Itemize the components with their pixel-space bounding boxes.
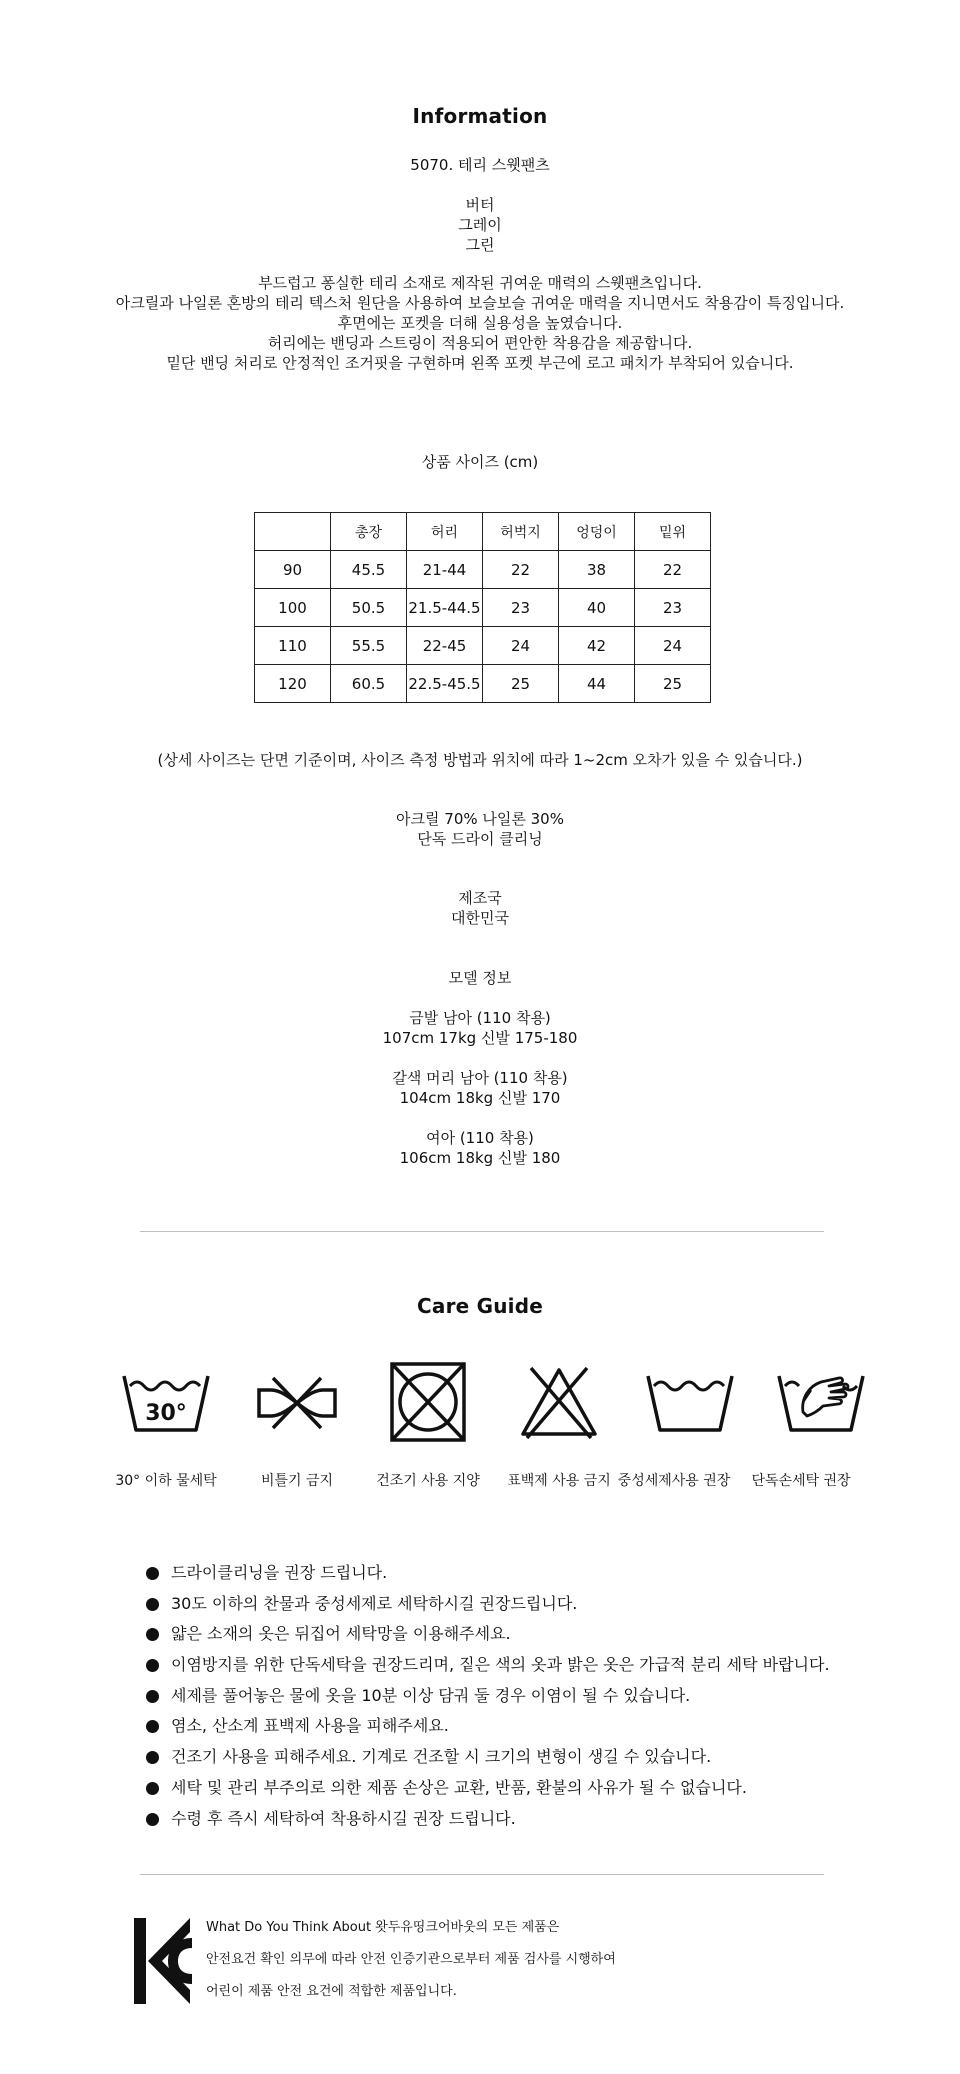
model-detail: 107cm 17kg 신발 175-180 xyxy=(382,1029,578,1047)
care-guide-title: Care Guide xyxy=(417,1294,543,1318)
table-cell: 120 xyxy=(255,665,331,703)
table-cell: 22-45 xyxy=(407,627,483,665)
list-item: 드라이클리닝을 권장 드립니다. xyxy=(146,1558,866,1589)
table-cell: 100 xyxy=(255,589,331,627)
table-cell: 44 xyxy=(559,665,635,703)
header-cell: 엉덩이 xyxy=(559,513,635,551)
material-composition: 아크릴 70% 나일론 30% xyxy=(396,810,564,828)
table-cell: 60.5 xyxy=(331,665,407,703)
divider xyxy=(140,1231,824,1232)
hand-wash-icon xyxy=(761,1368,881,1438)
size-table-header-row xyxy=(255,513,711,551)
color-option: 그린 xyxy=(465,236,495,254)
no-tumble-dry-icon xyxy=(368,1368,488,1446)
header-cell: 허리 xyxy=(407,513,483,551)
care-label: 비틀기 금지 xyxy=(260,1473,334,1489)
origin-label: 제조국 xyxy=(458,889,502,907)
table-row xyxy=(255,627,711,665)
table-cell: 50.5 xyxy=(331,589,407,627)
header-cell: 밑위 xyxy=(635,513,711,551)
model-name: 금발 남아 (110 착용) xyxy=(409,1009,551,1027)
color-option: 그레이 xyxy=(458,216,502,234)
no-bleach-icon xyxy=(499,1368,619,1442)
product-name: 5070. 테리 스웻팬츠 xyxy=(410,156,550,174)
table-cell: 21.5-44.5 xyxy=(407,589,483,627)
care-label: 중성세제사용 권장 xyxy=(617,1473,731,1489)
table-cell: 55.5 xyxy=(331,627,407,665)
list-item: 30도 이하의 찬물과 중성세제로 세탁하시길 권장드립니다. xyxy=(146,1589,866,1620)
care-instructions-list xyxy=(146,1558,866,1834)
table-row xyxy=(255,589,711,627)
description-line: 부드럽고 퐁실한 테리 소재로 제작된 귀여운 매력의 스웻팬츠입니다. xyxy=(258,274,702,292)
table-cell: 25 xyxy=(483,665,559,703)
table-cell: 24 xyxy=(635,627,711,665)
kc-text-line: 안전요건 확인 의무에 따라 안전 인증기관으로부터 제품 검사를 시행하여 xyxy=(206,1952,616,1967)
table-cell: 42 xyxy=(559,627,635,665)
origin-value: 대한민국 xyxy=(451,909,509,927)
description-line: 허리에는 밴딩과 스트링이 적용되어 편안한 착용감을 제공합니다. xyxy=(267,334,693,352)
table-cell: 90 xyxy=(255,551,331,589)
size-title: 상품 사이즈 (cm) xyxy=(421,453,539,471)
table-cell: 24 xyxy=(483,627,559,665)
care-label: 건조기 사용 지양 xyxy=(376,1473,480,1489)
table-cell: 23 xyxy=(635,589,711,627)
table-cell: 45.5 xyxy=(331,551,407,589)
care-label: 30° 이하 물세탁 xyxy=(115,1473,217,1489)
list-item: 얇은 소재의 옷은 뒤집어 세탁망을 이용해주세요. xyxy=(146,1619,866,1650)
table-cell: 22.5-45.5 xyxy=(407,665,483,703)
cleaning-instruction: 단독 드라이 클리닝 xyxy=(417,830,543,848)
table-cell: 38 xyxy=(559,551,635,589)
description-line: 후면에는 포켓을 더해 실용성을 높였습니다. xyxy=(337,314,623,332)
model-detail: 104cm 18kg 신발 170 xyxy=(399,1089,561,1107)
table-cell: 40 xyxy=(559,589,635,627)
kc-text-line: 어린이 제품 안전 요건에 적합한 제품입니다. xyxy=(206,1984,457,1999)
header-cell: 허벅지 xyxy=(483,513,559,551)
size-note: (상세 사이즈는 단면 기준이며, 사이즈 측정 방법과 위치에 따라 1~2cm 오차가 있을 수 있습니다.) xyxy=(157,751,803,769)
care-label: 표백제 사용 금지 xyxy=(507,1473,611,1489)
header-cell xyxy=(255,513,331,551)
description-line: 밑단 밴딩 처리로 안정적인 조거핏을 구현하며 왼쪽 포켓 부근에 로고 패치가 부착되어 있습니다. xyxy=(166,354,794,372)
divider xyxy=(140,1874,824,1875)
table-cell: 110 xyxy=(255,627,331,665)
table-cell: 23 xyxy=(483,589,559,627)
list-item: 건조기 사용을 피해주세요. 기계로 건조할 시 크기의 변형이 생길 수 있습니다. xyxy=(146,1742,866,1773)
no-wring-icon xyxy=(237,1368,357,1438)
table-cell: 25 xyxy=(635,665,711,703)
wash-temp-label: 30° xyxy=(145,1401,187,1426)
table-cell: 22 xyxy=(483,551,559,589)
size-table xyxy=(254,512,711,703)
wash-30-icon xyxy=(106,1368,226,1438)
model-name: 여아 (110 착용) xyxy=(426,1129,534,1147)
color-option: 버터 xyxy=(465,196,495,214)
table-cell: 21-44 xyxy=(407,551,483,589)
table-cell: 22 xyxy=(635,551,711,589)
model-name: 갈색 머리 남아 (110 착용) xyxy=(392,1069,568,1087)
list-item: 이염방지를 위한 단독세탁을 권장드리며, 짙은 색의 옷과 밝은 옷은 가급적 분리 세탁 바랍니다. xyxy=(146,1650,866,1681)
information-title: Information xyxy=(412,104,548,128)
list-item: 염소, 산소계 표백제 사용을 피해주세요. xyxy=(146,1711,866,1742)
description-line: 아크릴과 나일론 혼방의 테리 텍스처 원단을 사용하여 보슬보슬 귀여운 매력을 지니면서도 착용감이 특징입니다. xyxy=(115,294,845,312)
kc-logo xyxy=(132,1916,194,2010)
model-title: 모델 정보 xyxy=(448,969,512,987)
model-detail: 106cm 18kg 신발 180 xyxy=(399,1149,561,1167)
header-cell: 총장 xyxy=(331,513,407,551)
list-item: 세탁 및 관리 부주의로 의한 제품 손상은 교환, 반품, 환불의 사유가 될 수 없습니다. xyxy=(146,1773,866,1804)
table-row xyxy=(255,551,711,589)
list-item: 세제를 풀어놓은 물에 옷을 10분 이상 담궈 둘 경우 이염이 될 수 있습니다. xyxy=(146,1681,866,1712)
neutral-detergent-icon xyxy=(630,1368,750,1438)
table-row xyxy=(255,665,711,703)
kc-text-line: What Do You Think About 왓두유띵크어바웃의 모든 제품은 xyxy=(206,1920,560,1935)
list-item: 수령 후 즉시 세탁하여 착용하시길 권장 드립니다. xyxy=(146,1804,866,1835)
care-label: 단독손세탁 권장 xyxy=(751,1473,851,1489)
